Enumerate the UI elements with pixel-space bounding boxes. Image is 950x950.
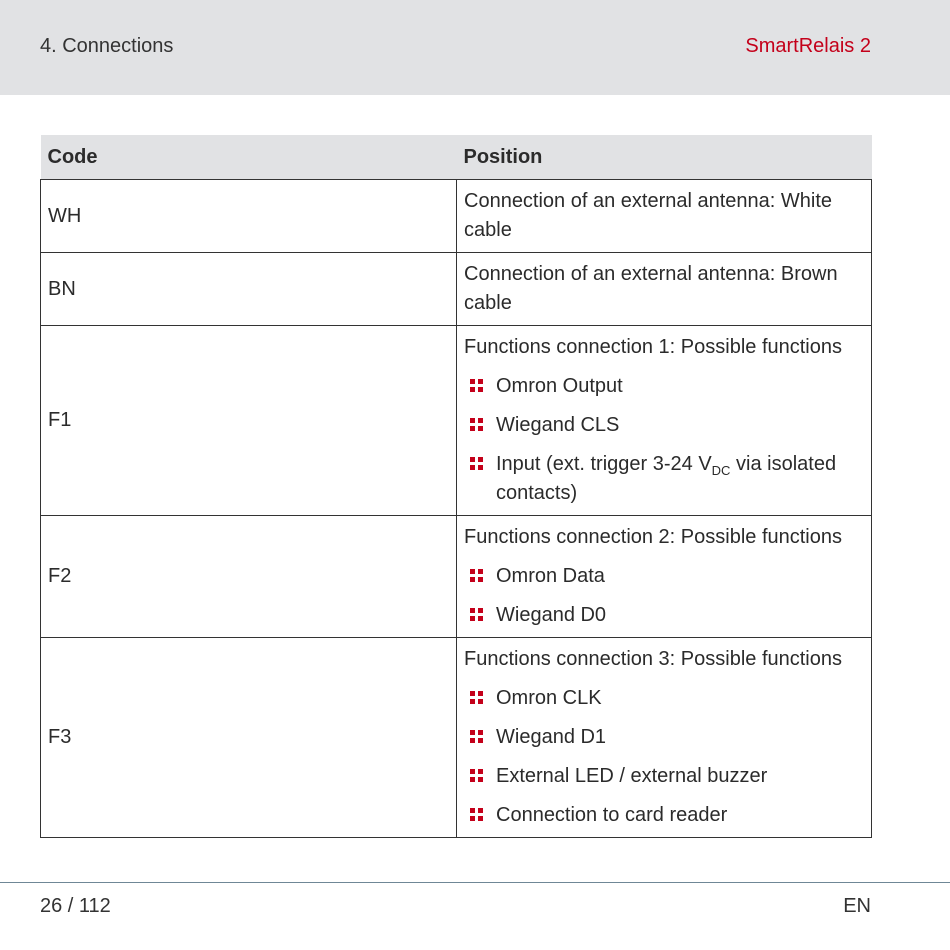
list-item	[464, 372, 864, 401]
list-item-label: Connection to card reader	[496, 804, 728, 826]
code-cell: F1	[41, 326, 457, 516]
table-row	[41, 638, 872, 838]
list-item-label: Wiegand D0	[496, 604, 607, 626]
list-item	[464, 450, 864, 508]
bullet-icon	[470, 569, 483, 582]
table-row	[41, 326, 872, 516]
position-cell	[457, 180, 872, 253]
code-cell: WH	[41, 180, 457, 253]
page-header	[0, 0, 950, 95]
list-item-label	[496, 453, 836, 504]
bullet-icon	[470, 691, 483, 704]
connections-table	[40, 135, 872, 838]
position-description: Connection of an external antenna: Brown cable	[464, 263, 838, 314]
list-item	[464, 801, 864, 830]
position-description: Functions connection 1: Possible functions	[464, 336, 842, 358]
list-item	[464, 684, 864, 713]
list-item	[464, 411, 864, 440]
language-code: EN	[843, 895, 871, 917]
code-cell: F2	[41, 516, 457, 638]
function-list	[464, 684, 864, 830]
function-list	[464, 562, 864, 630]
section-title: 4. Connections	[40, 35, 174, 57]
list-item-label: External LED / external buzzer	[496, 765, 768, 787]
table-row	[41, 516, 872, 638]
bullet-icon	[470, 379, 483, 392]
list-item-label: Wiegand D1	[496, 726, 607, 748]
bullet-icon	[470, 769, 483, 782]
position-description: Functions connection 2: Possible functions	[464, 526, 842, 548]
list-item	[464, 601, 864, 630]
product-name: SmartRelais 2	[745, 35, 871, 57]
table-row	[41, 253, 872, 326]
page-number: 26 / 112	[40, 895, 111, 917]
code-cell: BN	[41, 253, 457, 326]
position-cell	[457, 253, 872, 326]
table-header-row	[41, 135, 872, 180]
bullet-icon	[470, 418, 483, 431]
code-cell: F3	[41, 638, 457, 838]
list-item-label: Omron CLK	[496, 687, 602, 709]
list-item	[464, 562, 864, 591]
list-item-label: Omron Output	[496, 375, 623, 397]
column-header-position: Position	[457, 135, 872, 180]
function-list	[464, 372, 864, 508]
position-cell	[457, 638, 872, 838]
bullet-icon	[470, 730, 483, 743]
column-header-code: Code	[41, 135, 457, 180]
voltage-subscript: DC	[711, 463, 731, 478]
table-row	[41, 180, 872, 253]
list-item-label: Wiegand CLS	[496, 414, 620, 436]
bullet-icon	[470, 808, 483, 821]
input-text-post: via isolated contacts)	[496, 453, 837, 504]
position-description: Functions connection 3: Possible functions	[464, 648, 842, 670]
list-item	[464, 723, 864, 752]
position-cell	[457, 326, 872, 516]
list-item	[464, 762, 864, 791]
input-text-pre: Input (ext. trigger 3-24 V	[496, 453, 712, 475]
position-description: Connection of an external antenna: White cable	[464, 190, 833, 241]
bullet-icon	[470, 608, 483, 621]
list-item-label: Omron Data	[496, 565, 605, 587]
bullet-icon	[470, 457, 483, 470]
position-cell	[457, 516, 872, 638]
footer-divider	[0, 882, 950, 883]
